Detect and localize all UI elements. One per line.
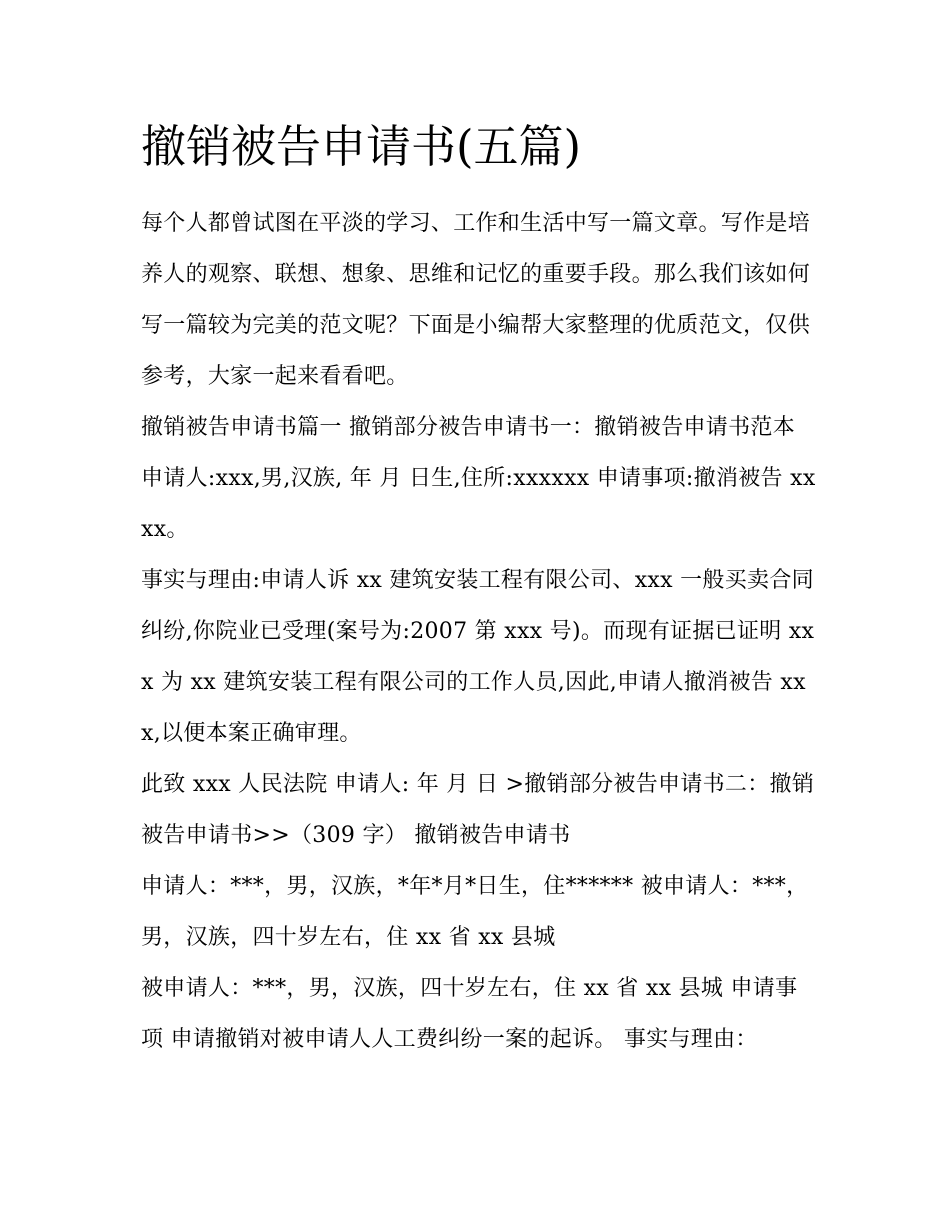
applicant-paragraph: 申请人：***，男，汉族，*年*月*日生，住****** 被申请人：***，男，汉族，四十岁左右，住 xx 省 xx 县城	[141, 874, 809, 950]
facts-and-reasons-paragraph: 事实与理由:申请人诉 xx 建筑安装工程有限公司、xxx 一般买卖合同纠纷,你院业已受理(案号为:2007 第 xxx 号)。而现有证据已证明 xxx 为 xx 建筑安装工程有限公司的工作人员,因此,申请人撤消被告 xxx,以便本案正确审理。	[141, 568, 815, 746]
closing-paragraph: 此致 xxx 人民法院 申请人: 年 月 日 >撤销部分被告申请书二：撤销被告申请书>>（309 字） 撤销被告申请书	[141, 772, 815, 848]
respondent-paragraph: 被申请人：***，男，汉族，四十岁左右，住 xx 省 xx 县城 申请事项 申请撤销对被申请人人工费纠纷一案的起诉。 事实与理由：	[141, 976, 798, 1052]
intro-paragraph: 每个人都曾试图在平淡的学习、工作和生活中写一篇文章。写作是培养人的观察、联想、想象、思维和记忆的重要手段。那么我们该如何写一篇较为完美的范文呢？下面是小编帮大家整理的优质范文，仅供参考，大家一起来看看吧。	[141, 211, 811, 389]
section-one-paragraph: 撤销被告申请书篇一 撤销部分被告申请书一：撤销被告申请书范本 申请人:xxx,男,汉族, 年 月 日生,住所:xxxxxx 申请事项:撤消被告 xxxx。	[141, 415, 816, 542]
document-body	[141, 112, 816, 1065]
document-title: 撤销被告申请书(五篇)	[141, 120, 582, 173]
